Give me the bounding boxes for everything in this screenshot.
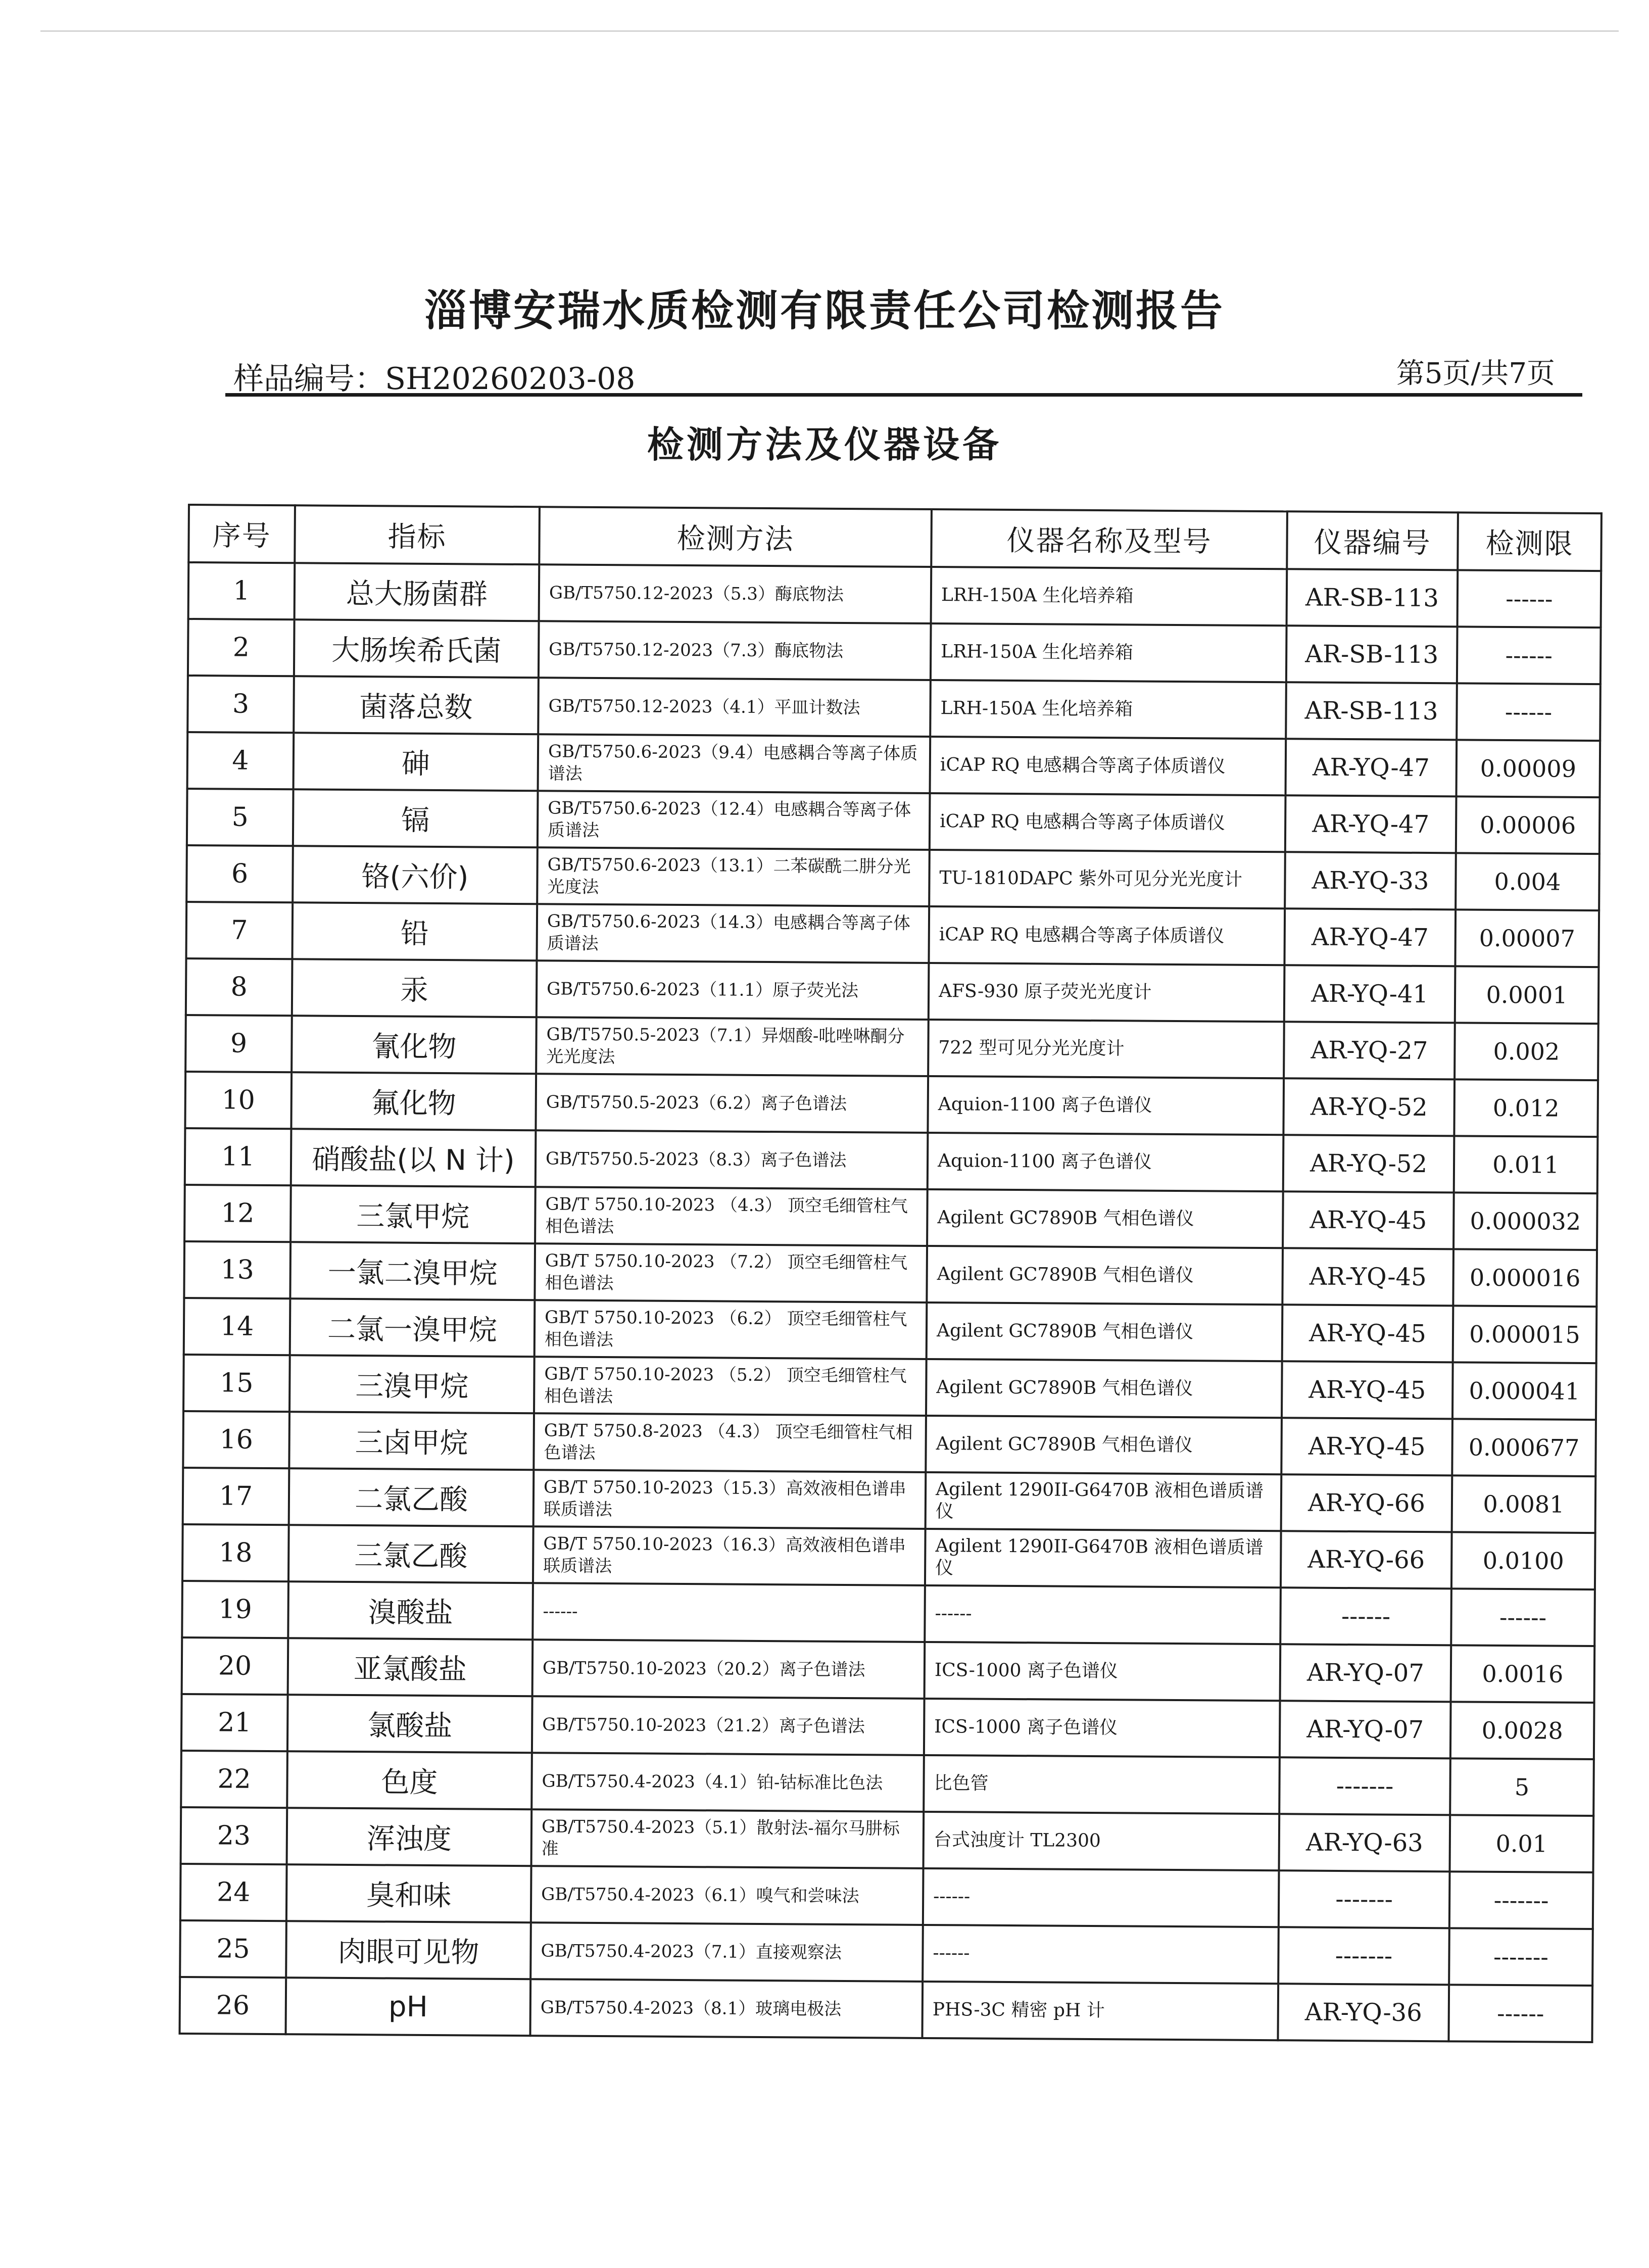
cell-instrument: Agilent GC7890B 气相色谱仪 (927, 1189, 1283, 1248)
cell-no: 5 (187, 789, 294, 846)
cell-no: 17 (183, 1468, 289, 1525)
table-row (184, 1298, 1597, 1363)
cell-instrument-code: AR-SB-113 (1287, 569, 1458, 626)
header-no: 序号 (188, 505, 295, 563)
cell-indicator: 汞 (292, 959, 537, 1017)
cell-detection-limit: 0.002 (1454, 1023, 1598, 1080)
table-row (183, 1411, 1596, 1476)
cell-instrument: iCAP RQ 电感耦合等离子体质谱仪 (930, 737, 1286, 795)
cell-method: GB/T 5750.10-2023 （4.3） 顶空毛细管柱气相色谱法 (535, 1187, 928, 1246)
cell-no: 16 (183, 1411, 289, 1468)
header-method: 检测方法 (539, 507, 932, 567)
table-row (187, 789, 1600, 854)
cell-method: GB/T5750.4-2023（8.1）玻璃电极法 (530, 1979, 923, 2038)
cell-instrument-code: AR-YQ-45 (1282, 1305, 1453, 1362)
cell-indicator: 硝酸盐(以 N 计) (291, 1129, 536, 1187)
cell-method: GB/T5750.12-2023（4.1）平皿计数法 (538, 678, 931, 737)
table-row (180, 1864, 1593, 1929)
cell-instrument-code: AR-YQ-45 (1283, 1191, 1454, 1249)
cell-indicator: 氰化物 (292, 1016, 537, 1074)
cell-no: 6 (186, 845, 293, 902)
cell-method: GB/T5750.6-2023（13.1）二苯碳酰二肼分光光度法 (537, 847, 930, 906)
cell-no: 23 (181, 1807, 287, 1864)
cell-indicator: 铅 (292, 902, 537, 960)
cell-no: 19 (182, 1581, 288, 1638)
table-row (185, 1128, 1598, 1193)
cell-instrument-code: AR-YQ-41 (1284, 965, 1456, 1023)
table-row (180, 1977, 1593, 2042)
table-row (185, 1015, 1598, 1080)
cell-indicator: 菌落总数 (294, 676, 539, 734)
cell-no: 1 (188, 562, 295, 619)
cell-indicator: 氯酸盐 (287, 1695, 532, 1753)
cell-no: 12 (184, 1185, 291, 1242)
cell-detection-limit: 0.00006 (1456, 796, 1600, 854)
cell-method: GB/T5750.5-2023（6.2）离子色谱法 (536, 1074, 928, 1133)
cell-method: GB/T 5750.10-2023（15.3）高效液相色谱串联质谱法 (534, 1470, 926, 1529)
cell-detection-limit: 0.0081 (1452, 1475, 1596, 1533)
cell-instrument: Agilent GC7890B 气相色谱仪 (926, 1359, 1282, 1418)
cell-instrument: LRH-150A 生化培养箱 (931, 623, 1287, 682)
cell-indicator: 三氯乙酸 (288, 1525, 534, 1583)
section-title: 检测方法及仪器设备 (647, 423, 1002, 466)
cell-no: 8 (186, 958, 293, 1016)
cell-detection-limit: 0.0001 (1455, 966, 1599, 1024)
cell-instrument: Agilent GC7890B 气相色谱仪 (926, 1416, 1282, 1474)
cell-no: 7 (186, 902, 293, 959)
cell-indicator: 肉眼可见物 (286, 1921, 531, 1979)
cell-indicator: 二氯乙酸 (289, 1468, 534, 1526)
cell-no: 25 (180, 1920, 286, 1977)
cell-no: 10 (185, 1072, 292, 1129)
cell-instrument: Agilent GC7890B 气相色谱仪 (927, 1246, 1283, 1305)
cell-no: 21 (181, 1694, 288, 1751)
cell-detection-limit: 0.004 (1456, 853, 1599, 910)
cell-detection-limit: ------- (1449, 1928, 1593, 1986)
cell-detection-limit: ------ (1457, 626, 1601, 684)
cell-no: 9 (185, 1015, 292, 1072)
cell-instrument: 比色管 (924, 1755, 1280, 1814)
table-row (186, 958, 1599, 1024)
sample-number: 样品编号：SH20260203-08 (233, 361, 636, 397)
cell-instrument-code: AR-YQ-47 (1286, 739, 1457, 796)
cell-indicator: 浑浊度 (287, 1808, 532, 1866)
cell-instrument: iCAP RQ 电感耦合等离子体质谱仪 (930, 793, 1286, 852)
cell-instrument: ------ (923, 1868, 1279, 1927)
table-row (187, 675, 1601, 741)
cell-detection-limit: 0.01 (1450, 1815, 1594, 1872)
cell-indicator: 色度 (287, 1751, 532, 1809)
header-rule (225, 393, 1582, 397)
cell-instrument-code: AR-YQ-07 (1280, 1701, 1451, 1758)
table-row (186, 902, 1599, 967)
table-row (185, 1072, 1598, 1137)
report-title: 淄博安瑞水质检测有限责任公司检测报告 (424, 286, 1225, 335)
cell-instrument: Agilent 1290II-G6470B 液相色谱质谱仪 (925, 1529, 1281, 1587)
cell-instrument-code: AR-YQ-63 (1279, 1814, 1450, 1871)
cell-method: GB/T5750.4-2023（7.1）直接观察法 (530, 1922, 923, 1982)
cell-instrument-code: AR-YQ-33 (1285, 852, 1456, 909)
cell-indicator: 氟化物 (291, 1072, 536, 1130)
table-row (186, 845, 1599, 910)
cell-detection-limit: 0.0016 (1451, 1645, 1595, 1703)
cell-instrument: ------ (925, 1585, 1281, 1644)
cell-no: 2 (188, 619, 295, 676)
cell-detection-limit: 0.012 (1454, 1079, 1598, 1137)
cell-instrument: Agilent GC7890B 气相色谱仪 (927, 1302, 1283, 1361)
cell-no: 4 (187, 732, 294, 789)
table-row (188, 562, 1602, 628)
cell-detection-limit: 0.0100 (1451, 1532, 1595, 1589)
cell-method: GB/T5750.12-2023（5.3）酶底物法 (539, 564, 932, 623)
cell-detection-limit: 5 (1450, 1758, 1594, 1816)
cell-method: GB/T5750.12-2023（7.3）酶底物法 (539, 621, 931, 680)
table-row (181, 1807, 1594, 1872)
cell-method: GB/T5750.5-2023（8.3）离子色谱法 (536, 1130, 928, 1189)
cell-no: 24 (180, 1864, 287, 1921)
cell-instrument: Aquion-1100 离子色谱仪 (928, 1076, 1284, 1135)
cell-instrument: 722 型可见分光光度计 (928, 1020, 1284, 1078)
cell-instrument-code: AR-YQ-27 (1284, 1022, 1455, 1079)
cell-indicator: 镉 (293, 789, 538, 847)
cell-indicator: pH (285, 1977, 530, 2036)
cell-instrument: iCAP RQ 电感耦合等离子体质谱仪 (929, 906, 1285, 965)
table-row (187, 732, 1601, 797)
header-instrument: 仪器名称及型号 (931, 509, 1287, 569)
cell-detection-limit: 0.000677 (1452, 1419, 1596, 1476)
cell-instrument-code: AR-YQ-45 (1281, 1418, 1452, 1475)
table-row (184, 1185, 1597, 1250)
cell-indicator: 总大肠菌群 (295, 563, 540, 621)
cell-no: 26 (180, 1977, 286, 2034)
cell-detection-limit: 0.000015 (1453, 1306, 1597, 1363)
cell-method: GB/T 5750.10-2023（16.3）高效液相色谱串联质谱法 (533, 1526, 926, 1585)
table-row (182, 1524, 1595, 1589)
cell-indicator: 砷 (294, 733, 539, 791)
cell-no: 18 (182, 1524, 289, 1581)
cell-detection-limit: ------ (1457, 683, 1601, 741)
cell-instrument: ICS-1000 离子色谱仪 (924, 1699, 1280, 1757)
cell-method: GB/T 5750.10-2023 （6.2） 顶空毛细管柱气相色谱法 (535, 1300, 927, 1359)
scan-edge-line (40, 30, 1619, 32)
cell-detection-limit: ------- (1449, 1871, 1593, 1929)
table-row (182, 1581, 1595, 1646)
cell-method: GB/T5750.4-2023（6.1）嗅气和尝味法 (531, 1866, 924, 1925)
cell-instrument: PHS-3C 精密 pH 计 (922, 1982, 1278, 2040)
cell-no: 3 (187, 675, 294, 733)
cell-indicator: 三氯甲烷 (290, 1185, 536, 1243)
cell-method: ------ (532, 1583, 925, 1642)
cell-instrument-code: ------- (1279, 1757, 1450, 1815)
cell-instrument-code: AR-YQ-66 (1281, 1531, 1452, 1588)
cell-indicator: 溴酸盐 (288, 1581, 533, 1639)
cell-detection-limit: 0.011 (1454, 1136, 1598, 1193)
cell-instrument: LRH-150A 生化培养箱 (930, 680, 1286, 739)
cell-method: GB/T5750.6-2023（11.1）原子荧光法 (537, 960, 929, 1020)
table-row (188, 619, 1601, 684)
cell-indicator: 亚氯酸盐 (288, 1638, 533, 1696)
cell-instrument-code: ------- (1279, 1870, 1450, 1928)
table-row (184, 1241, 1597, 1307)
cell-instrument: ICS-1000 离子色谱仪 (925, 1642, 1281, 1701)
page-number: 第5页/共7页 (1396, 357, 1555, 390)
cell-method: GB/T5750.6-2023（12.4）电感耦合等离子体质谱法 (538, 791, 930, 850)
cell-method: GB/T 5750.8-2023 （4.3） 顶空毛细管柱气相色谱法 (534, 1413, 926, 1472)
cell-indicator: 大肠埃希氏菌 (294, 619, 539, 678)
cell-method: GB/T5750.6-2023（9.4）电感耦合等离子体质谱法 (538, 734, 931, 793)
cell-method: GB/T5750.4-2023（4.1）铂-钴标准比色法 (531, 1753, 924, 1812)
cell-no: 11 (185, 1128, 292, 1185)
cell-instrument: TU-1810DAPC 紫外可见分光光度计 (929, 850, 1285, 908)
cell-instrument-code: AR-YQ-07 (1280, 1644, 1451, 1702)
table-header-row (188, 505, 1602, 571)
cell-method: GB/T5750.10-2023（21.2）离子色谱法 (532, 1696, 925, 1755)
cell-instrument-code: AR-YQ-45 (1282, 1248, 1453, 1306)
cell-method: GB/T5750.4-2023（5.1）散射法-福尔马肼标准 (531, 1809, 924, 1868)
header-indicator: 指标 (295, 505, 540, 564)
table-row (183, 1355, 1596, 1420)
cell-instrument-code: AR-YQ-36 (1278, 1984, 1449, 2041)
table-row (182, 1637, 1595, 1703)
cell-indicator: 二氯一溴甲烷 (290, 1298, 535, 1357)
cell-indicator: 一氯二溴甲烷 (290, 1242, 535, 1300)
header-detection-limit: 检测限 (1458, 512, 1602, 571)
cell-instrument-code: AR-SB-113 (1286, 625, 1458, 683)
cell-method: GB/T5750.5-2023（7.1）异烟酸-吡唑啉酮分光光度法 (536, 1017, 929, 1076)
header-instrument-code: 仪器编号 (1287, 511, 1458, 570)
cell-method: GB/T5750.6-2023（14.3）电感耦合等离子体质谱法 (537, 904, 929, 963)
cell-indicator: 铬(六价) (293, 846, 538, 904)
cell-method: GB/T5750.10-2023（20.2）离子色谱法 (532, 1639, 925, 1699)
table-row (181, 1694, 1594, 1759)
cell-instrument: 台式浊度计 TL2300 (924, 1812, 1280, 1870)
cell-indicator: 三卤甲烷 (289, 1412, 534, 1470)
cell-method: GB/T 5750.10-2023 （5.2） 顶空毛细管柱气相色谱法 (534, 1357, 927, 1416)
cell-instrument-code: AR-YQ-66 (1281, 1474, 1452, 1532)
cell-detection-limit: ------ (1448, 1985, 1592, 2042)
cell-no: 22 (181, 1751, 287, 1808)
cell-instrument-code: AR-YQ-52 (1283, 1078, 1454, 1136)
cell-detection-limit: ------ (1458, 570, 1602, 628)
methods-table (178, 504, 1602, 2043)
cell-detection-limit: 0.00007 (1455, 909, 1599, 967)
cell-detection-limit: 0.000041 (1452, 1362, 1596, 1420)
cell-no: 13 (184, 1241, 290, 1298)
table-row (180, 1920, 1593, 1986)
cell-detection-limit: 0.000016 (1453, 1249, 1597, 1307)
cell-no: 20 (182, 1637, 288, 1695)
cell-instrument-code: AR-YQ-47 (1285, 795, 1457, 853)
cell-instrument: Agilent 1290II-G6470B 液相色谱质谱仪 (926, 1472, 1282, 1531)
cell-instrument: AFS-930 原子荧光光度计 (929, 963, 1285, 1022)
cell-instrument-code: AR-SB-113 (1286, 682, 1457, 740)
cell-detection-limit: 0.00009 (1457, 740, 1601, 797)
cell-instrument: Aquion-1100 离子色谱仪 (928, 1133, 1284, 1191)
cell-instrument-code: AR-YQ-47 (1284, 908, 1456, 966)
table-row (183, 1468, 1596, 1533)
cell-no: 14 (184, 1298, 290, 1355)
cell-indicator: 臭和味 (286, 1864, 531, 1922)
cell-instrument-code: ------- (1278, 1927, 1449, 1985)
cell-detection-limit: ------ (1451, 1588, 1595, 1646)
cell-instrument-code: ------ (1280, 1587, 1451, 1645)
cell-no: 15 (183, 1355, 290, 1412)
cell-instrument-code: AR-YQ-45 (1282, 1361, 1453, 1419)
cell-indicator: 三溴甲烷 (289, 1355, 535, 1413)
cell-detection-limit: 0.000032 (1453, 1192, 1597, 1250)
cell-method: GB/T 5750.10-2023 （7.2） 顶空毛细管柱气相色谱法 (535, 1243, 927, 1302)
cell-detection-limit: 0.0028 (1450, 1702, 1594, 1759)
cell-instrument: LRH-150A 生化培养箱 (931, 567, 1287, 625)
cell-instrument: ------ (923, 1925, 1279, 1984)
cell-instrument-code: AR-YQ-52 (1283, 1135, 1454, 1192)
table-row (181, 1751, 1594, 1816)
